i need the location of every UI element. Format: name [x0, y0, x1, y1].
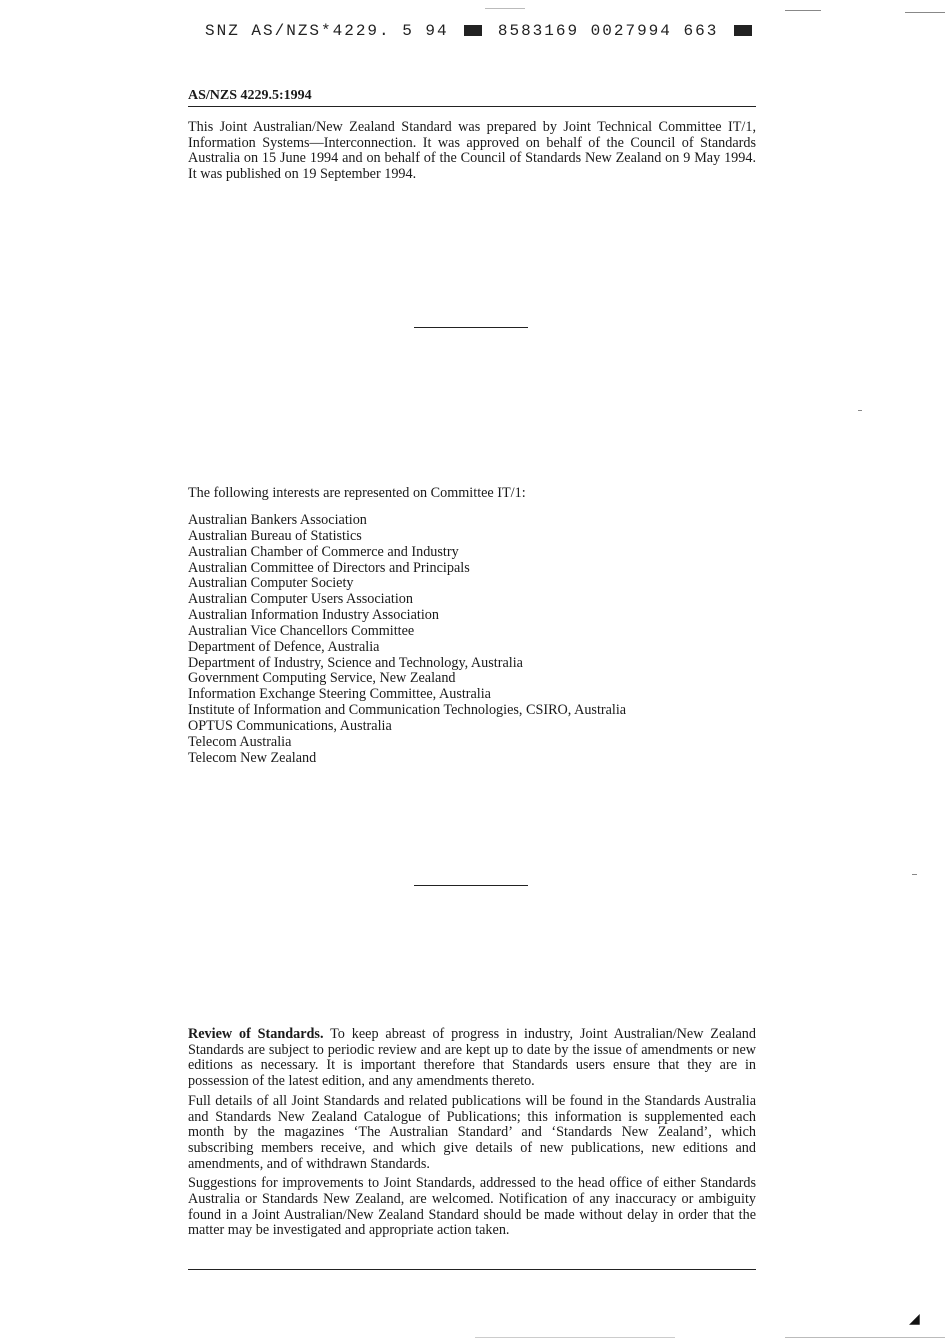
scan-speck: [858, 410, 862, 411]
scan-speck: [475, 1337, 675, 1338]
interest-item: Institute of Information and Communication Technologies, CSIRO, Australia: [188, 702, 627, 719]
scan-speck: [912, 874, 917, 875]
interest-item: Australian Committee of Directors and Principals: [188, 559, 470, 576]
header-code-part-1: SNZ AS/NZS*4229. 5 94: [205, 22, 449, 40]
interest-item: Telecom New Zealand: [188, 749, 317, 766]
header-code-part-2: 8583169 0027994 663: [497, 22, 719, 40]
review-section: [188, 1027, 756, 1243]
standard-designation: AS/NZS 4229.5:1994: [188, 88, 756, 107]
scan-speck: [785, 1337, 945, 1338]
review-title: Review of Standards.: [188, 1026, 324, 1042]
intro-paragraph: This Joint Australian/New Zealand Standard was prepared by Joint Technical Committee IT/1, Information Systems—Interconnection. It was approved on behalf of the Council of Standards Australia on 15 June 1994 and on behalf of the Council of Standards New Zealand on 9 May 1994. It was published on 19 September 1994.: [188, 119, 756, 183]
interest-item: Australian Information Industry Association: [188, 607, 439, 624]
barcode-block-icon: [734, 25, 752, 36]
interests-heading: The following interests are represented on Committee IT/1:: [188, 485, 526, 501]
page-corner-arrow-icon: ◢: [909, 1312, 920, 1327]
interests-list: [188, 513, 626, 767]
section-divider: [414, 885, 528, 886]
interest-item: Telecom Australia: [188, 733, 292, 750]
barcode-block-icon: [464, 25, 482, 36]
interest-item: Information Exchange Steering Committee, Australia: [188, 686, 491, 703]
review-paragraph-3: Suggestions for improvements to Joint Standards, addressed to the head office of either Standards Australia or Standards New Zealand, are welcomed. Notification of any inaccuracy or ambiguity found in a Joint Australian/New Zealand Standard should be made without delay in order that the matter may be investigated and appropriate action taken.: [188, 1175, 756, 1239]
interest-item: Australian Bankers Association: [188, 512, 367, 528]
interest-item: Australian Bureau of Statistics: [188, 527, 362, 544]
review-paragraph-1-text: To keep abreast of progress in industry, Joint Australian/New Zealand Standards are subject to periodic review and are kept up to date by the issue of amendments or new editions as necessary. It is important therefore that Standards users ensure that they are in possession of the latest edition, and any amendments thereto.: [188, 1026, 756, 1090]
interest-item: Australian Computer Users Association: [188, 591, 413, 608]
interest-item: Department of Industry, Science and Technology, Australia: [188, 654, 523, 671]
review-paragraph-1: [188, 1027, 756, 1090]
review-paragraph-2: Full details of all Joint Standards and related publications will be found in the Standards Australia and Standards New Zealand Catalogue of Publications; this information is supplemented each month by the magazines ‘The Australian Standard’ and ‘Standards New Zealand’, which subscribing members receive, and which give details of new publications, new editions and amendments, and of withdrawn Standards.: [188, 1092, 756, 1172]
interest-item: Australian Chamber of Commerce and Industry: [188, 543, 459, 560]
interest-item: Australian Computer Society: [188, 575, 354, 592]
scan-speck: [785, 10, 821, 11]
interest-item: OPTUS Communications, Australia: [188, 717, 392, 734]
section-divider: [414, 327, 528, 328]
scan-speck: [905, 12, 945, 13]
interest-item: Australian Vice Chancellors Committee: [188, 622, 415, 639]
scan-speck: [485, 8, 525, 9]
interest-item: Department of Defence, Australia: [188, 638, 380, 655]
scan-header-code: [205, 22, 756, 40]
interest-item: Government Computing Service, New Zealand: [188, 670, 456, 687]
bottom-rule: [188, 1269, 756, 1270]
